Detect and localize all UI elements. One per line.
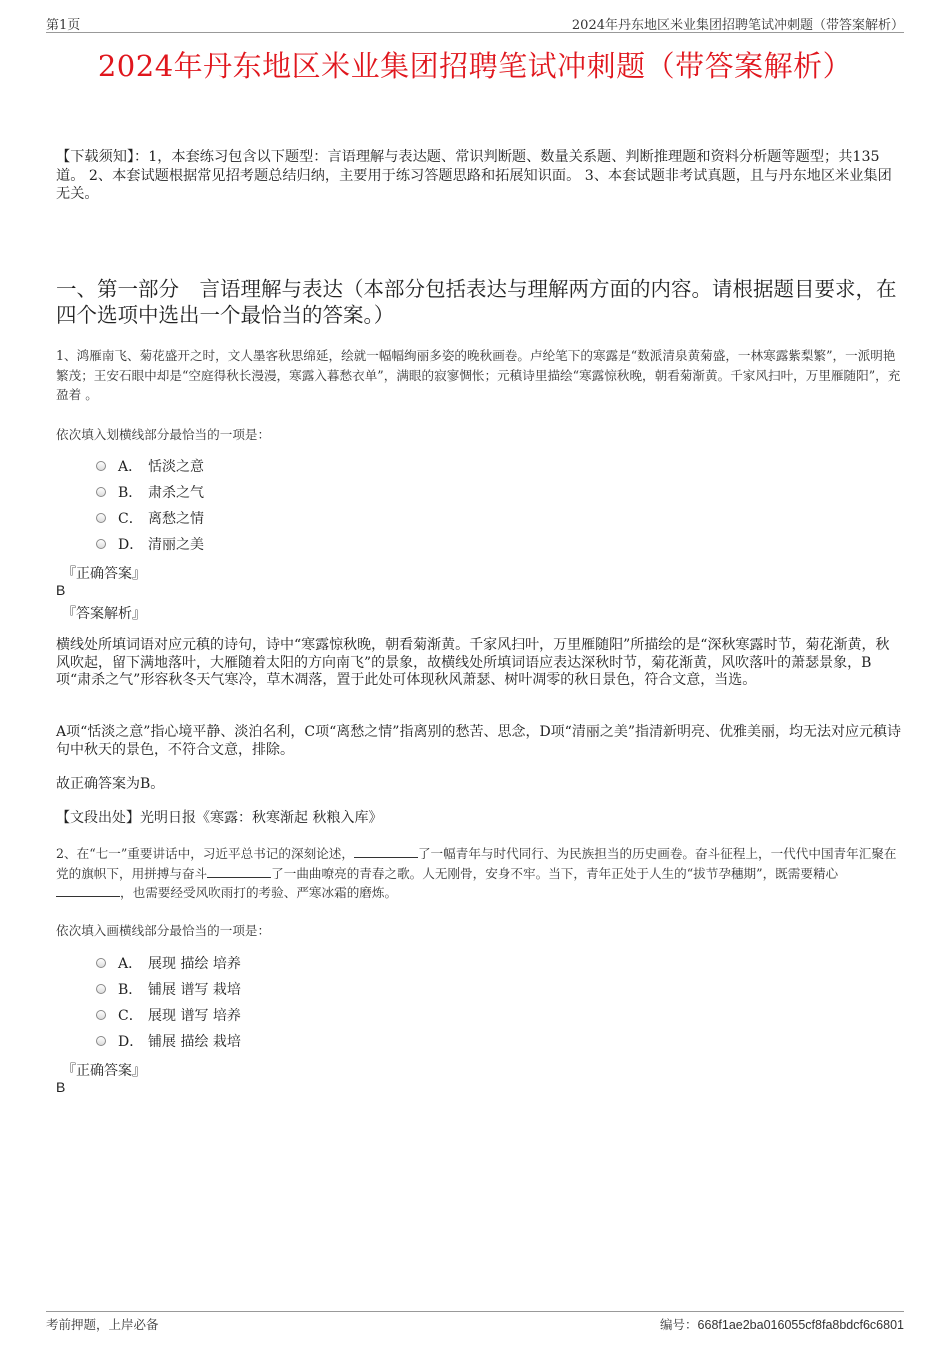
option-b[interactable]: B． 肃杀之气 — [96, 479, 204, 505]
correct-answer: B — [56, 1079, 66, 1095]
radio-icon[interactable] — [96, 984, 106, 994]
footer-slogan: 考前押题，上岸必备 — [46, 1317, 159, 1332]
question-1-prompt: 依次填入划横线部分最恰当的一项是： — [56, 427, 271, 442]
option-a[interactable]: A． 恬淡之意 — [96, 453, 204, 479]
option-c[interactable]: C． 离愁之情 — [96, 505, 204, 531]
question-1-text: 1、鸿雁南飞、菊花盛开之时，文人墨客秋思绵延，绘就一幅幅绚丽多姿的晚秋画卷。卢纶笔下的寒露是“数派清泉黄菊盛，一林寒露紫梨繁”，一派明艳繁茂；王安石眼中却是“空庭得秋长漫漫，寒露入暮愁衣单”，满眼的寂寥惆怅；元稹诗里描绘“寒露惊秋晚，朝看菊渐黄。千家风扫叶，万里雁随阳”，充盈着 。 — [56, 348, 901, 402]
fill-blank — [207, 865, 271, 878]
option-a[interactable]: A． 展现 描绘 培养 — [96, 950, 241, 976]
document-code: 编号：668f1ae2ba016055cf8fa8bdcf6c6801 — [660, 1318, 904, 1332]
document-title: 2024年丹东地区米业集团招聘笔试冲刺题（带答案解析） — [97, 49, 853, 83]
radio-icon[interactable] — [96, 513, 106, 523]
fill-blank — [354, 845, 418, 858]
section-heading: 一、第一部分 言语理解与表达（本部分包括表达与理解两方面的内容。请根据题目要求，在四个选项中选出一个最恰当的答案。） — [56, 277, 897, 327]
analysis-paragraph: A项“恬淡之意”指心境平静、淡泊名利，C项“离愁之情”指离别的愁苦、思念，D项“清丽之美”指清新明亮、优雅美丽，均无法对应元稹诗句中秋天的景色，不符合文意，排除。 — [56, 724, 901, 758]
question-2-text: 2、在“七一”重要讲话中，习近平总书记的深刻论述， 了一幅青年与时代同行、为民族担当的历史画卷。奋斗征程上，一代代中国青年汇聚在党的旗帜下，用拼搏与奋斗 了一曲曲嘹亮的青春之歌。人无刚骨，安身不牢。当下，青年正处于人生的“拔节孕穗期”，既需要精心，也需要经受风吹雨打的考验、严寒冰霜的磨炼。 — [56, 846, 897, 900]
radio-icon[interactable] — [96, 487, 106, 497]
option-d[interactable]: D． 清丽之美 — [96, 531, 204, 557]
page-number: 第1页 — [46, 18, 81, 33]
question-2-prompt: 依次填入画横线部分最恰当的一项是： — [56, 923, 271, 938]
page-footer — [46, 1311, 904, 1335]
radio-icon[interactable] — [96, 461, 106, 471]
download-notice: 【下载须知】：1，本套练习包含以下题型：言语理解与表达题、常识判断题、数量关系题、判断推理题和资料分析题等题型；共135道。 2、本套试题根据常见招考题总结归纳，主要用于练习答题思路和拓展知识面。 3、本套试题非考试真题，且与丹东地区米业集团无关。 — [56, 149, 892, 202]
correct-answer-label: 『正确答案』 — [62, 1063, 146, 1079]
correct-answer: B — [56, 582, 66, 598]
question-2-options — [96, 950, 241, 1054]
header-doc-title: 2024年丹东地区米业集团招聘笔试冲刺题（带答案解析） — [571, 18, 904, 33]
analysis-paragraph: 故正确答案为B。 — [56, 776, 165, 792]
option-b[interactable]: B． 铺展 谱写 栽培 — [96, 976, 241, 1002]
question-1-options — [96, 453, 204, 557]
page-header — [46, 14, 904, 33]
fill-blank — [56, 884, 120, 897]
source-citation: 【文段出处】光明日报《寒露：秋寒渐起 秋粮入库》 — [56, 810, 383, 826]
analysis-label: 『答案解析』 — [62, 606, 146, 622]
option-c[interactable]: C． 展现 谱写 培养 — [96, 1002, 241, 1028]
radio-icon[interactable] — [96, 1036, 106, 1046]
analysis-paragraph: 横线处所填词语对应元稹的诗句，诗中“寒露惊秋晚，朝看菊渐黄。千家风扫叶，万里雁随阳”所描绘的是“深秋寒露时节，菊花渐黄，秋风吹起，留下满地落叶，大雁随着太阳的方向南飞”的景象，故横线处所填词语应表达深秋时节，菊花渐黄，风吹落叶的萧瑟景象，B项“肃杀之气”形容秋冬天气寒冷，草木凋落，置于此处可体现秋风萧瑟、树叶凋零的秋日景色，符合文意，当选。 — [56, 637, 890, 688]
radio-icon[interactable] — [96, 539, 106, 549]
option-d[interactable]: D． 铺展 描绘 栽培 — [96, 1028, 241, 1054]
correct-answer-label: 『正确答案』 — [62, 566, 146, 582]
radio-icon[interactable] — [96, 958, 106, 968]
radio-icon[interactable] — [96, 1010, 106, 1020]
